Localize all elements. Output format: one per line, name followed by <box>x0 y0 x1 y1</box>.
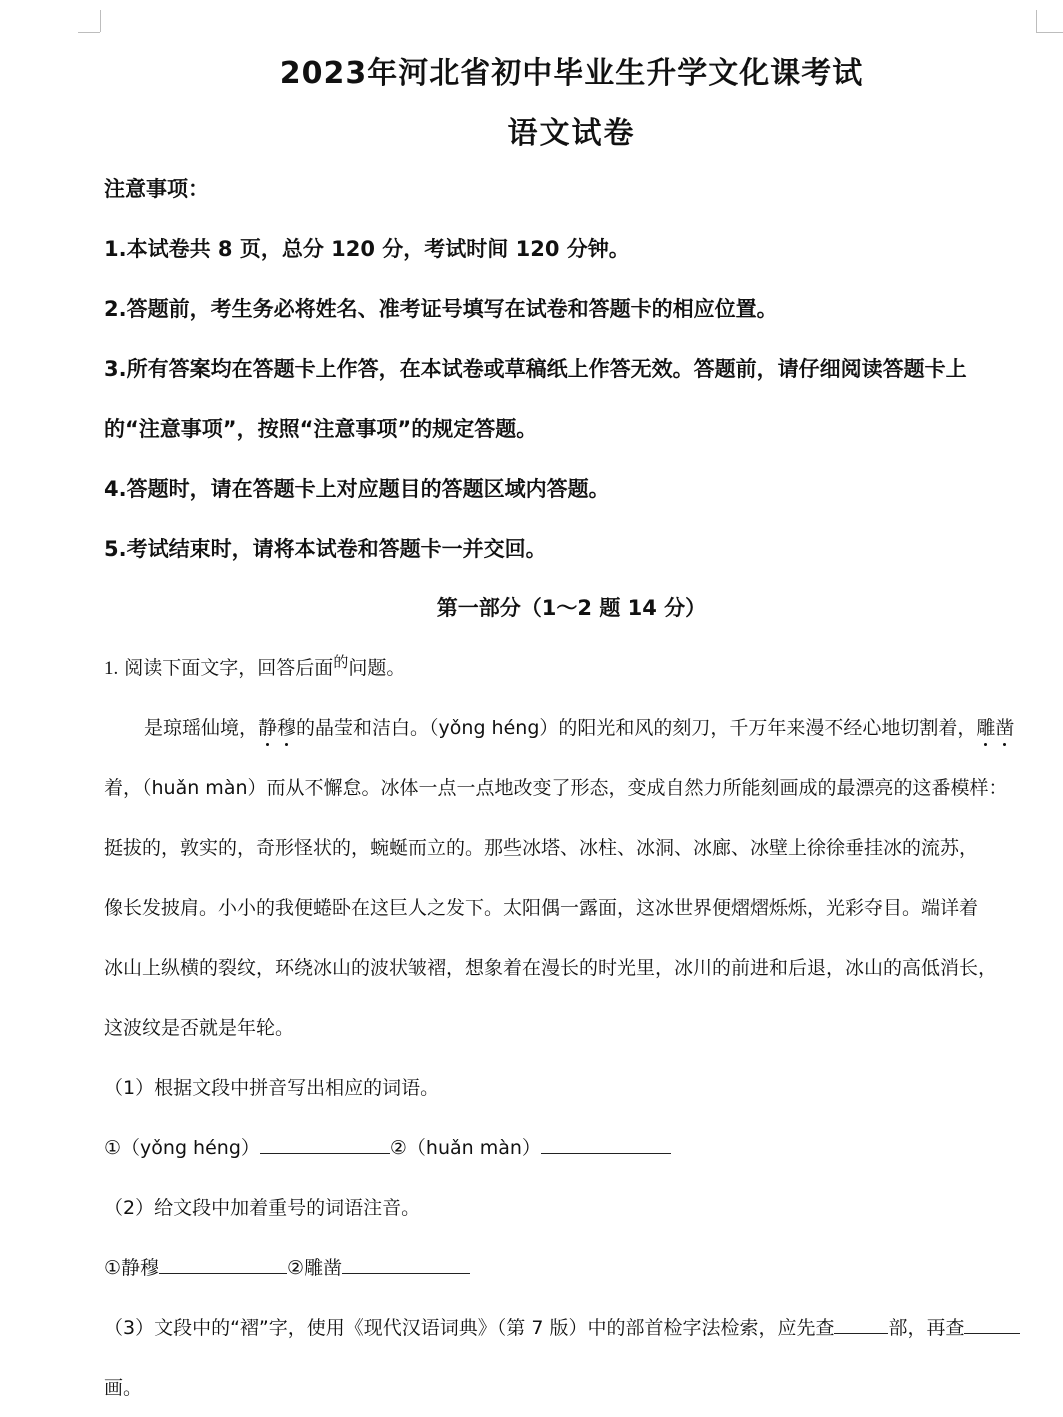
subquestion-3-text-mid: 部，再查 <box>888 1317 965 1339</box>
subquestion-2-label: （2）给文段中加着重号的词语注音。 <box>104 1197 421 1219</box>
notice-item-5: 5.考试结束时，请将本试卷和答题卡一并交回。 <box>104 537 547 561</box>
passage-line-6: 这波纹是否就是年轮。 <box>104 1017 295 1039</box>
subquestion-3-end: 画。 <box>104 1377 143 1399</box>
question-prompt-superscript: 的 <box>333 653 349 671</box>
subquestion-2-answers <box>104 1253 470 1280</box>
crop-mark-top-right <box>1036 32 1063 33</box>
question-prompt-end: 问题。 <box>348 657 406 679</box>
emphasis-char: 穆 <box>277 713 296 740</box>
crop-mark-top-left <box>78 32 100 33</box>
answer-label-2: ②（huǎn màn） <box>389 1137 541 1159</box>
answer-blank-3[interactable] <box>159 1255 287 1274</box>
question-1-prompt <box>104 653 405 680</box>
answer-blank-radical[interactable] <box>834 1315 888 1334</box>
notice-item-3-line-1: 3.所有答案均在答题卡上作答，在本试卷或草稿纸上作答无效。答题前，请仔细阅读答题卡上 <box>104 357 967 381</box>
answer-blank-strokes[interactable] <box>964 1315 1020 1334</box>
passage-text: 是琼瑶仙境， <box>144 717 259 739</box>
emphasis-char: 雕 <box>976 713 995 740</box>
question-number: 1. <box>104 658 119 679</box>
subquestion-1-label: （1）根据文段中拼音写出相应的词语。 <box>104 1077 440 1099</box>
passage-line-1 <box>144 713 1014 740</box>
exam-title: 2023年河北省初中毕业生升学文化课考试 <box>279 56 864 91</box>
subquestion-1-answers <box>104 1133 671 1160</box>
question-prompt-text: 阅读下面文字，回答后面 <box>124 657 334 679</box>
passage-line-4: 像长发披肩。小小的我便蜷卧在这巨人之发下。太阳偶一露面，这冰世界便熠熠烁烁，光彩夺目。端详着 <box>104 897 979 919</box>
answer-label-1: ①（yǒng héng） <box>104 1137 260 1159</box>
part-one-heading: 第一部分（1～2 题 14 分） <box>436 596 707 620</box>
notice-item-3-line-2: 的“注意事项”，按照“注意事项”的规定答题。 <box>104 417 538 441</box>
passage-line-5: 冰山上纵横的裂纹，环绕冰山的波状皱褶，想象着在漫长的时光里，冰川的前进和后退，冰山的高低消长， <box>104 957 998 979</box>
passage-text: 的晶莹和洁白。（yǒng héng）的阳光和风的刻刀，千万年来漫不经心地切割着， <box>296 717 977 739</box>
crop-mark-top-left-vertical <box>100 10 101 32</box>
notice-item-1: 1.本试卷共 8 页，总分 120 分，考试时间 120 分钟。 <box>104 237 630 261</box>
notice-item-2: 2.答题前，考生务必将姓名、准考证号填写在试卷和答题卡的相应位置。 <box>104 297 778 321</box>
exam-subtitle: 语文试卷 <box>507 116 636 151</box>
passage-line-2: 着，（huǎn màn）而从不懈怠。冰体一点一点地改变了形态，变成自然力所能刻画成的最漂亮的这番模样： <box>104 777 1008 799</box>
answer-label-3: ①静穆 <box>104 1257 160 1279</box>
answer-blank-4[interactable] <box>342 1255 470 1274</box>
notice-heading: 注意事项： <box>104 177 209 201</box>
notice-item-4: 4.答题时，请在答题卡上对应题目的答题区域内答题。 <box>104 477 610 501</box>
subquestion-3 <box>104 1313 1020 1340</box>
emphasis-char: 凿 <box>995 713 1014 740</box>
answer-blank-2[interactable] <box>541 1135 671 1154</box>
crop-mark-top-right-vertical <box>1036 10 1037 32</box>
answer-label-4: ②雕凿 <box>287 1257 343 1279</box>
emphasis-char: 静 <box>258 713 277 740</box>
answer-blank-1[interactable] <box>260 1135 390 1154</box>
passage-line-3: 挺拔的，敦实的，奇形怪状的，蜿蜒而立的。那些冰塔、冰柱、冰洞、冰廊、冰壁上徐徐垂挂冰的流苏， <box>104 837 979 859</box>
subquestion-3-text: （3）文段中的“褶”字，使用《现代汉语词典》（第 7 版）中的部首检字法检索，应先查 <box>104 1317 835 1339</box>
